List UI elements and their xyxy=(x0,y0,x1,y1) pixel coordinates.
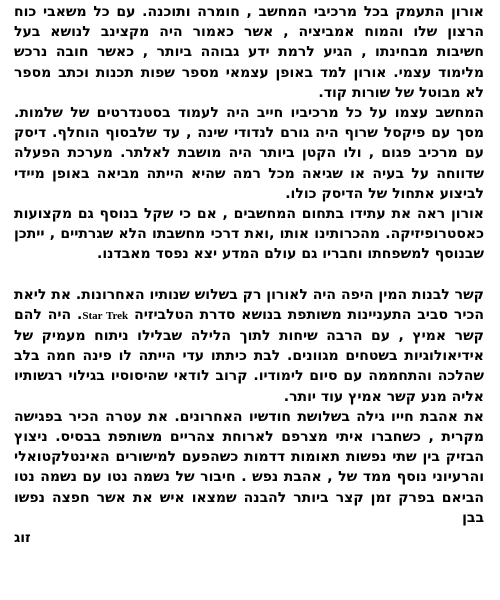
paragraph-relationships xyxy=(14,285,484,407)
relationships-text-start: קשר לבנות המין היפה היה לאורון רק בשלוש שנותיו האחרונות. את ליאת הכיר סביב התעניינות משותפת בנושא סדרת הטלביזיה xyxy=(14,286,485,323)
paragraph-future-career: אורון ראה את עתידו בתחום המחשבים , אם כי שקל בנוסף גם מקצועות כאסטרופיזיקה. מהכרותינו אותו ,ואת דרכי מחשבתו הלא שגרתיים , ייתכן שבנוסף למשפחתו וחבריו גם עולם המדע יצא נפסד מאבדנו. xyxy=(14,206,484,263)
star-trek-title: Star Trek xyxy=(82,309,129,322)
paragraph-love-of-life: את אהבת חייו גילה בשלושת חודשיו האחרונים. את עטרה הכיר בפגישה מקרית , כשחברו איתי מצרפם לארוחת צהריים משותפת בבסיס. ניצוץ הבזיק בין שתי נפשות תאומות דדמות כשהפעם למישורים האינטלקטואלי והרעיוני נוסף ממד של , אהבת נפש . חיבור של נשמה נטו עם נשמה נטו הביאם בפרק זמן קצר ביותר להבנה שמצאו איש את אשר חפצה נפשו בבן xyxy=(14,408,484,526)
page-continuation-word: זוג xyxy=(14,530,31,547)
relationships-text-end: . היה להם קשר אמיץ , עם הרבה שיחות לתוך הלילה שבלילו ניתוח מעמיק של אידיאולוגיות בשטחים מגוונים. לבת כיתתו עדי הייתה לו פינה חמה בלב שהלכה והתחממה עם סיום לימודיו. קרוב לודאי שהיסוסיו בגילוי רגשותיו אליה מנע קשר אמיץ עוד יותר. xyxy=(14,306,484,405)
paragraph-spacer xyxy=(14,265,484,285)
paragraph-computer-mastery: אורון התעמק בכל מרכיבי המחשב , חומרה ותוכנה. עם כל משאבי כוח הרצון שלו והמוח אמביציה , אשר כאמור היה מקצינב לנושא בעל חשיבות מבחינתו , הגיע לרמת ידע גבוהה ביותר , כאשר חובה נרכש מלימוד עצמי. אורון למד באופן עצמאי מספר שפות תכנות וכתב מספר לא מבוטל של שורות קוד. xyxy=(14,4,484,101)
paragraph-computer-perfection: המחשב עצמו על כל מרכיביו חייב היה לעמוד בסטנדרטים של שלמות. מסך עם פיקסל שרוף היה גורם לנדודי שינה , עד שלבסוף הוחלף. דיסק עם מרכיב פגום , ולו הקטן ביותר היה מושבת לאלתר. מערכת הפעלה שדווחה על בעיה או שגיאה מכל רמה שהיא הייתה מביאה באופן מיידי לביצוע אתחול של הדיסק כולו. xyxy=(14,105,484,202)
